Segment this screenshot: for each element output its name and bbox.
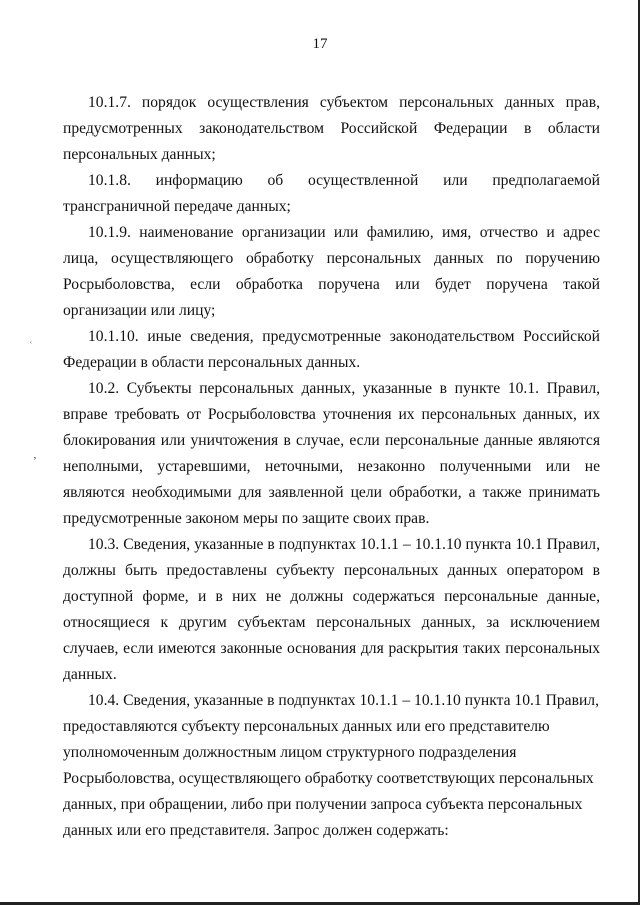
document-body <box>63 90 600 844</box>
paragraph-10-2: 10.2. Субъекты персональных данных, указанные в пункте 10.1. Правил, вправе требовать от Росрыболовства уточнения их персональных данных, их блокирования или уничтожения в случае, если персональные данные являются неполными, устаревшими, неточными, незаконно полученными или не являются необходимыми для заявленной цели обработки, а также принимать предусмотренные законом меры по защите своих прав. <box>63 380 600 527</box>
scan-speck: ʿ <box>29 340 33 352</box>
page-number: 17 <box>312 36 328 52</box>
paragraph-10-1-8: 10.1.8. информацию об осуществленной или предполагаемой трансграничной передаче данных; <box>63 172 600 215</box>
paragraph-10-1-10: 10.1.10. иные сведения, предусмотренные законодательством Российской Федерации в области персональных данных. <box>63 328 600 371</box>
paragraph-10-1-7: 10.1.7. порядок осуществления субъектом персональных данных прав, предусмотренных законодательством Российской Федерации в области персональных данных; <box>63 94 600 163</box>
paragraph-10-4: 10.4. Сведения, указанные в подпунктах 10.1.1 – 10.1.10 пункта 10.1 Правил, предоставляются субъекту персональных данных или его представителю уполномоченным должностным лицом структурного подразделения Росрыболовства, осуществляющего обработку соответствующих персональных данных, при обращении, либо при получении запроса субъекта персональных данных или его представителя. Запрос должен содержать: <box>63 692 599 839</box>
paragraph-10-3: 10.3. Сведения, указанные в подпунктах 10.1.1 – 10.1.10 пункта 10.1 Правил, должны быть предоставлены субъекту персональных данных оператором в доступной форме, и в них не должны содержаться персональные данные, относящиеся к другим субъектам персональных данных, за исключением случаев, если имеются законные основания для раскрытия таких персональных данных. <box>63 536 600 683</box>
scan-speck: ʼ <box>33 455 37 467</box>
paragraph-10-1-9: 10.1.9. наименование организации или фамилию, имя, отчество и адрес лица, осуществляющего обработку персональных данных по поручению Росрыболовства, если обработка поручена или будет поручена такой организации или лицу; <box>63 224 600 319</box>
